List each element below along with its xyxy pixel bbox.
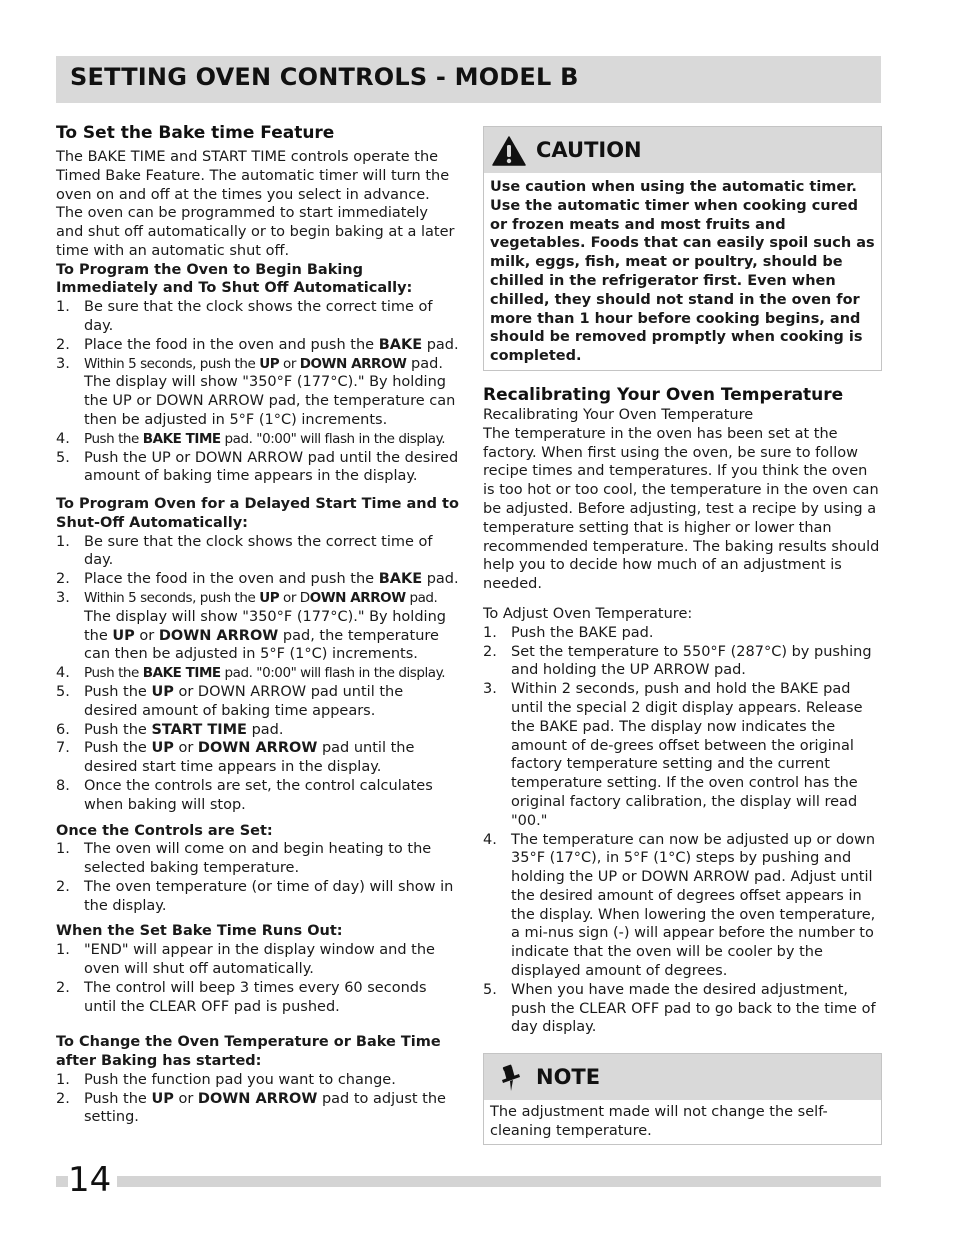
footer-bar — [56, 1176, 881, 1187]
list-item: 5. Push the UP or DOWN ARROW pad until the desired amount of baking time appears in the display. — [56, 449, 459, 485]
left-column — [56, 123, 459, 1127]
list-item: 1. Push the function pad you want to change. — [56, 1071, 396, 1088]
list-adjust — [483, 624, 882, 1038]
right-column — [483, 126, 882, 1145]
list-item: 2. Place the food in the oven and push the BAKE pad. — [56, 571, 459, 588]
list-controls-set — [56, 840, 459, 915]
caution-text: Use caution when using the automatic timer. Use the automatic timer when cooking cured or frozen meats and most fruits and vegetables. Foods that can easily spoil such as milk, eggs, fish, meat or poultry, should be chilled in the refrigerator first. Even when chilled, they should not stand in the oven for more than 1 hour before cooking begins, and should be removed promptly when cooking is completed. — [490, 179, 875, 365]
list-item: 3. Within 5 seconds, push the UP or DOWN ARROW pad. The display will show "350°F (177°C)." By holding the UP or DOWN ARROW pad, the temperature can then be adjusted in 5°F (1°C) increments. — [56, 589, 446, 663]
list-item: 2. Push the UP or DOWN ARROW pad to adjust the setting. — [56, 1090, 446, 1126]
section-heading-recalibrate: Recalibrating Your Oven Temperature — [483, 384, 844, 405]
page-number: 14 — [68, 1160, 117, 1200]
list-change-temp — [56, 1071, 459, 1127]
list-item: 2. The oven temperature (or time of day) will show in the display. — [56, 878, 454, 914]
note-header — [484, 1054, 881, 1100]
list-item: 1. Push the BAKE pad. — [483, 624, 654, 641]
caution-label: CAUTION — [536, 138, 642, 162]
subheading-change-temp: To Change the Oven Temperature or Bake Time after Baking has started: — [56, 1034, 441, 1069]
recalibrate-subline: Recalibrating Your Oven Temperature — [483, 406, 754, 423]
subheading-time-runs-out: When the Set Bake Time Runs Out: — [56, 923, 343, 940]
section-heading-bake-time: To Set the Bake time Feature — [56, 123, 335, 143]
warning-triangle-icon — [492, 136, 526, 166]
list-item: 5. Push the UP or DOWN ARROW pad until the desired amount of baking time appears. — [56, 683, 404, 719]
list-item: 4. The temperature can now be adjusted up or down 35°F (17°C), in 5°F (1°C) steps by pushing and holding the UP or DOWN ARROW pad. Adjust until the desired amount of degrees offset appears in the display. When lowering the oven temperature, a mi-nus sign (-) will appear before the number to indicate that the oven will be cooler by the displayed amount of degrees. — [483, 831, 876, 980]
note-box — [483, 1053, 882, 1145]
list-item: 6. Push the START TIME pad. — [56, 721, 284, 738]
list-item: 3. Within 5 seconds, push the UP or DOWN ARROW pad. The display will show "350°F (177°C)." By holding the UP or DOWN ARROW pad, the temperature can then be adjusted in 5°F (1°C) increments. — [56, 355, 456, 428]
page-title: SETTING OVEN CONTROLS - MODEL B — [70, 63, 579, 91]
subheading-controls-set: Once the Controls are Set: — [56, 822, 273, 839]
caution-header — [484, 127, 881, 173]
list-time-runs-out — [56, 941, 459, 1016]
note-text: The adjustment made will not change the self-cleaning temperature. — [490, 1104, 828, 1140]
list-item: 1. Be sure that the clock shows the correct time of day. — [56, 299, 433, 334]
list-item: 3. Within 2 seconds, push and hold the BAKE pad until the special 2 digit display appears. Release the BAKE pad. The display now indicates the amount of de-grees offset between the original factory temperature setting and the current temperature setting. If the oven control has the original factory calibration, the display will read "00." — [483, 681, 863, 829]
list-item: 2. Set the temperature to 550°F (287°C) by pushing and holding the UP ARROW pad. — [483, 643, 872, 679]
bake-time-intro: The BAKE TIME and START TIME controls operate the Timed Bake Feature. The automatic timer will turn the oven on and off at the times you select in advance. The oven can be programmed to start immediately and shut off automatically or to begin baking at a later time with an automatic shut off. — [56, 149, 455, 259]
pushpin-icon — [492, 1063, 526, 1093]
adjust-label: To Adjust Oven Temperature: — [483, 605, 693, 622]
list-immediate — [56, 298, 459, 486]
list-item: 8. Once the controls are set, the control calculates when baking will stop. — [56, 777, 433, 813]
list-item: 4. Push the BAKE TIME pad. "0:00" will flash in the display. — [56, 665, 446, 682]
subheading-immediate: To Program the Oven to Begin Baking Immediately and To Shut Off Automatically: — [56, 261, 413, 297]
note-label: NOTE — [536, 1065, 601, 1090]
list-item: 1. "END" will appear in the display window and the oven will shut off automatically. — [56, 942, 435, 977]
list-item: 2. The control will beep 3 times every 60 seconds until the CLEAR OFF pad is pushed. — [56, 979, 427, 1015]
subheading-delayed: To Program Oven for a Delayed Start Time and to Shut-Off Automatically: — [56, 496, 459, 531]
recalibrate-intro: The temperature in the oven has been set at the factory. When first using the oven, be sure to follow recipe times and temperatures. If you think the oven is too hot or too cool, the temperature in the oven can be adjusted. Before adjusting, test a recipe by using a temperature setting that is higher or lower than recommended temperature. The baking results should help you to decide how much of an adjustment is needed. — [483, 425, 880, 593]
caution-box — [483, 126, 882, 371]
list-delayed — [56, 533, 459, 815]
list-item: 1. Be sure that the clock shows the correct time of day. — [56, 533, 433, 569]
list-item: 4. Push the BAKE TIME pad. "0:00" will flash in the display. — [56, 430, 446, 447]
list-item: 7. Push the UP or DOWN ARROW pad until the desired start time appears in the display. — [56, 740, 415, 776]
list-item: 5. When you have made the desired adjustment, push the CLEAR OFF pad to go back to the time of day display. — [483, 981, 876, 1036]
list-item: 2. Place the food in the oven and push the BAKE pad. — [56, 336, 459, 353]
list-item: 1. The oven will come on and begin heating to the selected baking temperature. — [56, 841, 432, 877]
title-bar — [56, 56, 881, 103]
